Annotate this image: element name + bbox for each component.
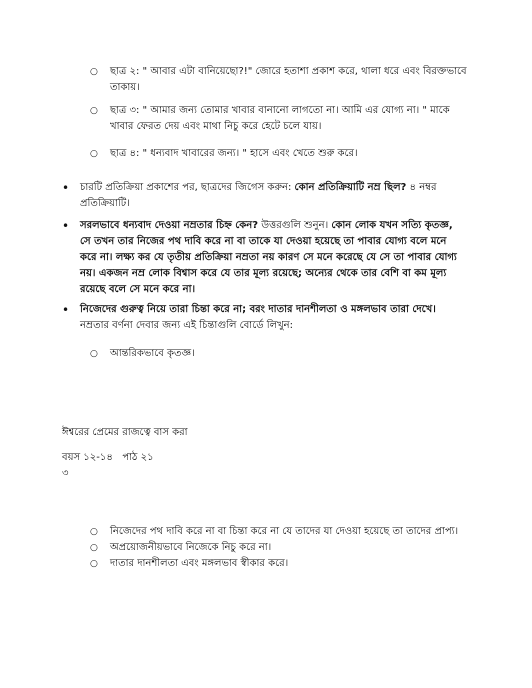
hollow-circle-bullet-icon: ○ (90, 106, 98, 116)
list-item-text: ছাত্র ৩: " আমার জন্য তোমার খাবার বানানো লাগতো না। আমি এর যোগ্য না। " মাকে খাবার ফেরত দেয় এবং মাথা নিচু করে হেটে চলে যায়। (110, 105, 450, 132)
list-item (90, 540, 470, 556)
page-number: ৩ (62, 468, 69, 479)
bullet-statement: নিজেদের গুরুত্ব নিয়ে তারা চিন্তা করে না; বরং দাতার দানশীলতা ও মঙ্গলভাব তারা দেখে। (80, 304, 436, 315)
hollow-circle-bullet-icon: ○ (90, 527, 98, 537)
bullet-question: কোন প্রতিক্রিয়াটি নম্র ছিল? (294, 182, 407, 193)
list-item-text: ছাত্র ২: " আবার এটা বানিয়েছো?!" জোরে হতাশা প্রকাশ করে, থালা ধরে এবং বিরক্তভাবে তাকায়। (110, 66, 467, 93)
hollow-circle-bullet-icon: ○ (90, 559, 98, 569)
list-item-text: অপ্রয়োজনীয়ভাবে নিজেকে নিচু করে না। (110, 542, 272, 553)
bullet-dot-icon: • (62, 303, 70, 317)
bullet-ask-students (62, 180, 460, 212)
hollow-circle-bullet-icon: ○ (90, 349, 98, 359)
bullet-question: সরলভাবে ধন্যবাদ দেওয়া নম্রতার চিহ্ন কেন? (80, 220, 259, 231)
hollow-circle-bullet-icon: ○ (90, 149, 98, 159)
list-item-text: আন্তরিকভাবে কৃতজ্ঞ। (110, 348, 195, 359)
bullet-instruction: নম্রতার বর্ণনা দেবার জন্য এই চিন্তাগুলি বোর্ডে লিখুন: (80, 320, 293, 331)
footer-title: ঈশ্বরের প্রেমের রাজত্বে বাস করা (62, 427, 188, 438)
bullet-dot-icon: • (62, 219, 70, 233)
bullet-explanation: কোন লোক যখন সত্যি কৃতজ্ঞ, সে তখন তার নিজের পথ দাবি করে না বা তাকে যা দেওয়া হয়েছে তা পাবার যোগ্য বলে মনে করে না। লক্ষ্য কর যে তৃতীয় প্রতিক্রিয়া নম্রতা নয় কারণ সে মনে করেছে যে সে তা পাবার যোগ্য নয়। একজন নম্র লোক বিশ্বাস করে যে তার মূল্য রয়েছে; অন্যের থেকে তার বেশি বা কম মূল্য রয়েছে বলে সে মনে করে না। (80, 220, 457, 295)
list-item-text: দাতার দানশীলতা এবং মঙ্গলভাব স্বীকার করে। (110, 558, 289, 569)
bullet-answer: ৪ নম্বর প্রতিক্রিয়াটি। (80, 182, 437, 209)
list-item-grateful (90, 346, 470, 362)
list-item-text: নিজেদের পথ দাবি করে না বা চিন্তা করে না যে তাদের যা দেওয়া হয়েছে তা তাদের প্রাপ্য। (110, 526, 459, 537)
bullet-text: চারটি প্রতিক্রিয়া প্রকাশের পর, ছাত্রদের জিগেস করুন: (80, 182, 295, 193)
list-item-student-2 (90, 64, 470, 96)
list-item-student-4 (90, 146, 470, 162)
list-item (90, 556, 470, 572)
list-item-text: ছাত্র ৪: " ধন্যবাদ খাবারের জন্য। " হাসে এবং খেতে শুরু করে। (110, 148, 358, 159)
bullet-humility-thoughts (62, 302, 460, 334)
list-item-student-3 (90, 103, 470, 135)
hollow-circle-bullet-icon: ○ (90, 543, 98, 553)
hollow-circle-bullet-icon: ○ (90, 67, 98, 77)
bullet-why-thanks (62, 218, 460, 298)
footer-age-lesson: বয়স ১২-১৪ পাঠ ২১ (62, 452, 154, 463)
list-item (90, 524, 470, 540)
bullet-instruction: উত্তরগুলি শুনুন। (258, 220, 332, 231)
bullet-dot-icon: • (62, 181, 70, 195)
